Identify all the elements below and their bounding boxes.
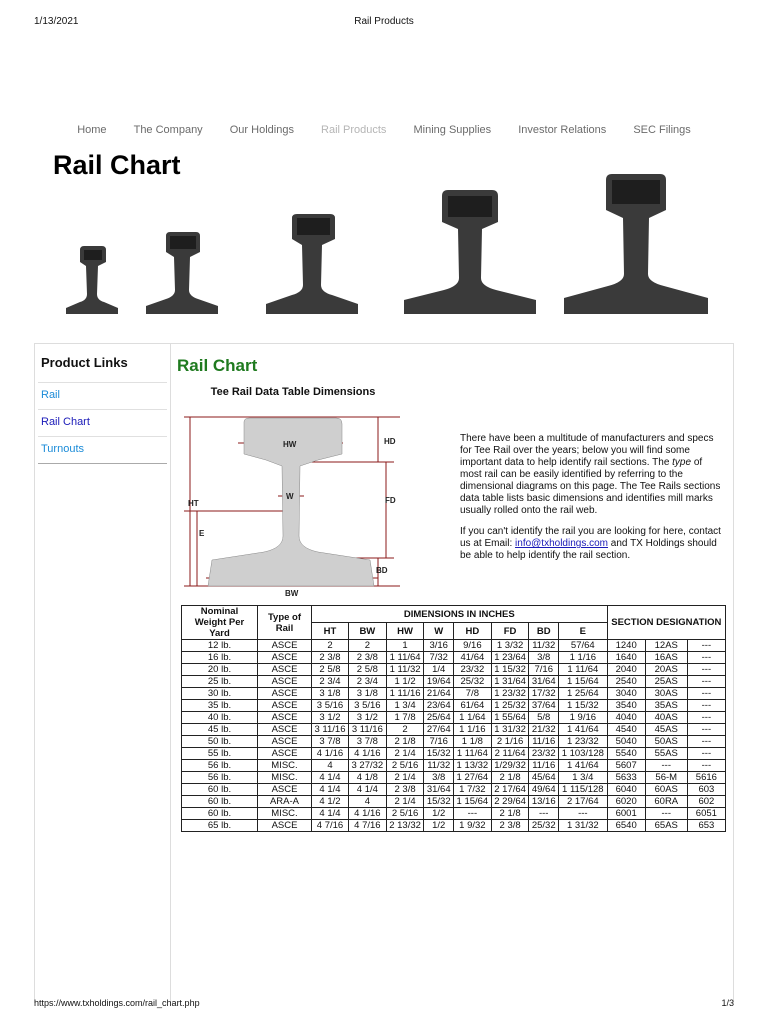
table-cell: 4 1/4 (349, 784, 387, 796)
table-cell: 4 1/4 (312, 808, 349, 820)
table-cell: 2 17/64 (559, 796, 608, 808)
page-number: 1/3 (721, 998, 734, 1008)
table-cell: 4540 (607, 724, 645, 736)
table-cell: 41/64 (454, 652, 492, 664)
header-section-designation: SECTION DESIGNATION (607, 606, 725, 640)
table-row (182, 700, 726, 712)
header-type-of-rail: Type of Rail (258, 606, 312, 640)
table-cell: 3 1/8 (312, 688, 349, 700)
table-cell: --- (687, 736, 725, 748)
banner-title: Rail Chart (53, 150, 181, 180)
table-cell: ASCE (258, 820, 312, 832)
table-cell: 5540 (607, 748, 645, 760)
table-cell: 13/16 (529, 796, 559, 808)
table-cell: 27/64 (424, 724, 454, 736)
table-cell: 1 31/32 (559, 820, 608, 832)
table-row (182, 784, 726, 796)
table-cell: 3/8 (424, 772, 454, 784)
table-cell: 37/64 (529, 700, 559, 712)
table-cell: --- (687, 688, 725, 700)
rail-image-medium (262, 212, 362, 316)
table-cell: 2 5/8 (349, 664, 387, 676)
table-cell: 2 (312, 640, 349, 652)
table-cell: 1/29/32 (491, 760, 529, 772)
table-cell: 3 5/16 (349, 700, 387, 712)
table-row (182, 712, 726, 724)
print-title: Rail Products (354, 16, 414, 27)
table-cell: 30 lb. (182, 688, 258, 700)
table-cell: 3 7/8 (349, 736, 387, 748)
table-cell: 60AS (645, 784, 687, 796)
table-cell: 3 1/2 (349, 712, 387, 724)
table-cell: 49/64 (529, 784, 559, 796)
table-cell: 1 15/32 (491, 664, 529, 676)
table-cell: 1 3/4 (386, 700, 424, 712)
table-cell: 25AS (645, 676, 687, 688)
table-cell: 4 1/4 (312, 772, 349, 784)
table-cell: 1 27/64 (454, 772, 492, 784)
table-cell: 4 7/16 (312, 820, 349, 832)
table-cell: 6040 (607, 784, 645, 796)
table-cell: 2 3/4 (312, 676, 349, 688)
table-cell: 30AS (645, 688, 687, 700)
table-cell: 23/64 (424, 700, 454, 712)
rail-image-xlarge (560, 172, 712, 316)
label-hd: HD (384, 437, 396, 446)
table-cell: 1 31/64 (491, 676, 529, 688)
table-cell: 7/16 (424, 736, 454, 748)
table-cell: 603 (687, 784, 725, 796)
table-cell: 3 1/2 (312, 712, 349, 724)
table-cell: 1 9/32 (454, 820, 492, 832)
table-cell: ASCE (258, 688, 312, 700)
table-cell: 1 103/128 (559, 748, 608, 760)
table-cell: MISC. (258, 760, 312, 772)
table-cell: --- (687, 676, 725, 688)
table-cell: 11/16 (529, 760, 559, 772)
table-row (182, 664, 726, 676)
table-cell: 23/32 (454, 664, 492, 676)
table-cell: ARA-A (258, 796, 312, 808)
table-row (182, 748, 726, 760)
table-cell: 20AS (645, 664, 687, 676)
header-dim-fd: FD (491, 623, 529, 640)
table-cell: ASCE (258, 640, 312, 652)
table-row (182, 676, 726, 688)
table-cell: 1 3/32 (491, 640, 529, 652)
table-cell: 1640 (607, 652, 645, 664)
table-cell: 1 1/2 (386, 676, 424, 688)
table-cell: 1 3/4 (559, 772, 608, 784)
table-cell: 25/32 (454, 676, 492, 688)
table-row (182, 772, 726, 784)
table-row (182, 796, 726, 808)
table-cell: 1 11/64 (454, 748, 492, 760)
table-cell: 2540 (607, 676, 645, 688)
label-hw: HW (283, 440, 297, 449)
table-cell: --- (454, 808, 492, 820)
nav-sec-filings[interactable]: SEC Filings (633, 124, 691, 136)
table-cell: 5040 (607, 736, 645, 748)
table-cell: 1 11/32 (386, 664, 424, 676)
email-link[interactable]: info@txholdings.com (515, 538, 609, 549)
table-cell: --- (559, 808, 608, 820)
table-cell: 65AS (645, 820, 687, 832)
table-cell: 2 5/16 (386, 760, 424, 772)
table-cell: 7/8 (454, 688, 492, 700)
table-cell: 6051 (687, 808, 725, 820)
table-cell: 2 3/8 (312, 652, 349, 664)
table-cell: 1 1/8 (454, 736, 492, 748)
table-cell: 4 1/16 (349, 748, 387, 760)
table-cell: 4 (312, 760, 349, 772)
table-cell: 35AS (645, 700, 687, 712)
table-cell: 35 lb. (182, 700, 258, 712)
label-w: W (286, 492, 294, 501)
table-cell: 56 lb. (182, 760, 258, 772)
table-row (182, 760, 726, 772)
table-cell: --- (645, 760, 687, 772)
table-cell: 2 5/16 (386, 808, 424, 820)
table-cell: 65 lb. (182, 820, 258, 832)
table-cell: 3 11/16 (349, 724, 387, 736)
nav-our-holdings[interactable]: Our Holdings (229, 124, 294, 136)
table-cell: 4 1/16 (312, 748, 349, 760)
table-cell: 31/64 (529, 676, 559, 688)
table-cell: 6001 (607, 808, 645, 820)
rail-image-small (62, 244, 122, 316)
table-cell: 12AS (645, 640, 687, 652)
table-row (182, 688, 726, 700)
table-cell: 25/64 (424, 712, 454, 724)
table-cell: 4040 (607, 712, 645, 724)
table-cell: 1 1/16 (454, 724, 492, 736)
table-cell: 61/64 (454, 700, 492, 712)
table-cell: 1 7/8 (386, 712, 424, 724)
table-cell: 2 1/16 (491, 736, 529, 748)
table-cell: 2 29/64 (491, 796, 529, 808)
table-cell: 1 11/64 (559, 664, 608, 676)
table-cell: 2 3/8 (386, 784, 424, 796)
table-cell: 5633 (607, 772, 645, 784)
label-ht: HT (188, 499, 199, 508)
table-cell: --- (687, 640, 725, 652)
main-title: Rail Chart (177, 356, 258, 375)
table-cell: 2 (386, 724, 424, 736)
table-cell: 6540 (607, 820, 645, 832)
table-cell: 3 7/8 (312, 736, 349, 748)
diagram-title: Tee Rail Data Table Dimensions (210, 386, 376, 398)
nav-rail-products[interactable]: Rail Products (321, 124, 387, 136)
table-cell: 60 lb. (182, 784, 258, 796)
nav-mining-supplies[interactable]: Mining Supplies (413, 124, 492, 136)
table-cell: 1 41/64 (559, 724, 608, 736)
table-cell: 3/8 (529, 652, 559, 664)
table-cell: 1 23/32 (491, 688, 529, 700)
table-cell: 16AS (645, 652, 687, 664)
table-cell: --- (687, 748, 725, 760)
table-cell: 17/32 (529, 688, 559, 700)
table-cell: --- (529, 808, 559, 820)
table-cell: 40AS (645, 712, 687, 724)
table-cell: MISC. (258, 808, 312, 820)
header-dim-ht: HT (312, 623, 349, 640)
table-cell: --- (687, 664, 725, 676)
table-cell: 1 (386, 640, 424, 652)
table-cell: 653 (687, 820, 725, 832)
table-cell: --- (687, 712, 725, 724)
table-cell: 1 23/32 (559, 736, 608, 748)
table-cell: 1 115/128 (559, 784, 608, 796)
rail-dimension-diagram (178, 386, 408, 604)
table-cell: 21/32 (529, 724, 559, 736)
table-cell: 4 1/8 (349, 772, 387, 784)
sidebar-link-turnouts[interactable]: Turnouts (38, 437, 167, 464)
table-cell: ASCE (258, 712, 312, 724)
table-cell: 2 1/8 (491, 772, 529, 784)
label-fd: FD (385, 496, 396, 505)
table-cell: 3540 (607, 700, 645, 712)
table-cell: 4 1/4 (312, 784, 349, 796)
table-row (182, 820, 726, 832)
table-cell: 1240 (607, 640, 645, 652)
table-cell: 9/16 (454, 640, 492, 652)
description-paragraph-2: If you can't identify the rail you are looking for here, contact us at Email: info@txholdings.com and TX Holdings should be able to help identify the rail section. (460, 526, 721, 561)
table-row (182, 652, 726, 664)
table-cell: 25 lb. (182, 676, 258, 688)
table-cell: 1/2 (424, 820, 454, 832)
table-cell: 4 7/16 (349, 820, 387, 832)
rail-table-body (182, 640, 726, 832)
table-cell: 1 23/64 (491, 652, 529, 664)
table-cell: 56-M (645, 772, 687, 784)
rail-image-medium-small (142, 230, 222, 316)
table-cell: 1 13/32 (454, 760, 492, 772)
table-cell: 15/32 (424, 748, 454, 760)
table-cell: 5616 (687, 772, 725, 784)
rail-banner-image (50, 156, 720, 316)
label-bw: BW (285, 589, 299, 598)
table-cell: 1 25/64 (559, 688, 608, 700)
table-cell: 1 15/64 (559, 676, 608, 688)
table-cell: 21/64 (424, 688, 454, 700)
table-cell: 7/16 (529, 664, 559, 676)
table-cell: 16 lb. (182, 652, 258, 664)
top-nav (0, 124, 768, 136)
table-cell: 25/32 (529, 820, 559, 832)
table-cell: 31/64 (424, 784, 454, 796)
table-cell: 2 3/8 (491, 820, 529, 832)
table-cell: 1/2 (424, 808, 454, 820)
table-cell: 45AS (645, 724, 687, 736)
header-dim-bd: BD (529, 623, 559, 640)
table-cell: 55AS (645, 748, 687, 760)
print-date: 1/13/2021 (34, 16, 79, 27)
description (460, 433, 722, 571)
nav-home[interactable]: Home (77, 124, 107, 136)
table-cell: 19/64 (424, 676, 454, 688)
table-cell: 40 lb. (182, 712, 258, 724)
table-cell: --- (687, 760, 725, 772)
table-cell: 3 5/16 (312, 700, 349, 712)
table-cell: 1 25/32 (491, 700, 529, 712)
table-cell: 55 lb. (182, 748, 258, 760)
header-nominal-weight: Nominal Weight Per Yard (182, 606, 258, 640)
table-cell: 3 1/8 (349, 688, 387, 700)
table-cell: 3 11/16 (312, 724, 349, 736)
table-cell: 2 11/64 (491, 748, 529, 760)
table-cell: 45/64 (529, 772, 559, 784)
table-cell: 2 1/4 (386, 796, 424, 808)
table-cell: 11/32 (529, 640, 559, 652)
table-cell: 5607 (607, 760, 645, 772)
table-cell: 6020 (607, 796, 645, 808)
table-cell: --- (687, 724, 725, 736)
nav-investor-relations[interactable]: Investor Relations (518, 124, 607, 136)
sidebar-link-rail-chart[interactable]: Rail Chart (38, 410, 167, 437)
table-cell: 1 9/16 (559, 712, 608, 724)
table-cell: ASCE (258, 736, 312, 748)
label-bd: BD (376, 566, 388, 575)
sidebar (38, 350, 167, 464)
table-cell: 2 17/64 (491, 784, 529, 796)
table-cell: 60RA (645, 796, 687, 808)
description-paragraph-1: There have been a multitude of manufacturers and specs for Tee Rail over the years; below you will find some important data to help identify rail sections. The type of most rail can be easily identified by referring to the dimensional diagrams on this page. The Tee Rails sections data table lists basic dimensions and identifies mill marks usually rolled onto the rail web. (460, 433, 721, 516)
header-dim-e: E (559, 623, 608, 640)
sidebar-divider (170, 343, 171, 1003)
table-cell: 7/32 (424, 652, 454, 664)
table-cell: 11/32 (424, 760, 454, 772)
table-cell: 2 1/4 (386, 772, 424, 784)
table-cell: 12 lb. (182, 640, 258, 652)
table-cell: 602 (687, 796, 725, 808)
table-cell: 4 1/16 (349, 808, 387, 820)
table-row (182, 724, 726, 736)
table-cell: 57/64 (559, 640, 608, 652)
table-row (182, 640, 726, 652)
table-cell: 3/16 (424, 640, 454, 652)
table-cell: ASCE (258, 748, 312, 760)
table-cell: 15/32 (424, 796, 454, 808)
table-cell: 1 55/64 (491, 712, 529, 724)
table-cell: 1 41/64 (559, 760, 608, 772)
table-cell: ASCE (258, 664, 312, 676)
sidebar-link-rail[interactable]: Rail (38, 383, 167, 410)
table-cell: 1 15/32 (559, 700, 608, 712)
table-cell: --- (645, 808, 687, 820)
nav-the-company[interactable]: The Company (133, 124, 203, 136)
table-cell: 2 1/4 (386, 748, 424, 760)
rail-image-large (400, 188, 540, 316)
table-row (182, 808, 726, 820)
table-cell: ASCE (258, 784, 312, 796)
table-row (182, 736, 726, 748)
table-cell: ASCE (258, 700, 312, 712)
label-e: E (199, 529, 205, 538)
table-cell: 1 7/32 (454, 784, 492, 796)
table-cell: 2040 (607, 664, 645, 676)
sidebar-heading: Product Links (38, 350, 167, 383)
table-cell: 11/16 (529, 736, 559, 748)
table-cell: --- (687, 652, 725, 664)
table-cell: 50 lb. (182, 736, 258, 748)
table-cell: 1/4 (424, 664, 454, 676)
header-dim-w: W (424, 623, 454, 640)
table-cell: 56 lb. (182, 772, 258, 784)
table-cell: 4 (349, 796, 387, 808)
table-cell: --- (687, 700, 725, 712)
table-cell: ASCE (258, 724, 312, 736)
table-cell: ASCE (258, 676, 312, 688)
header-dimensions: DIMENSIONS IN INCHES (312, 606, 608, 623)
table-cell: 2 1/8 (491, 808, 529, 820)
print-url: https://www.txholdings.com/rail_chart.php (34, 998, 200, 1008)
table-cell: 2 (349, 640, 387, 652)
header-dim-bw: BW (349, 623, 387, 640)
table-cell: 2 5/8 (312, 664, 349, 676)
table-cell: 20 lb. (182, 664, 258, 676)
table-cell: 3040 (607, 688, 645, 700)
table-cell: 1 1/16 (559, 652, 608, 664)
table-cell: 60 lb. (182, 808, 258, 820)
table-cell: 1 15/64 (454, 796, 492, 808)
table-cell: 1 11/64 (386, 652, 424, 664)
table-cell: 2 13/32 (386, 820, 424, 832)
table-cell: 1 31/32 (491, 724, 529, 736)
table-cell: 1 1/64 (454, 712, 492, 724)
table-cell: 60 lb. (182, 796, 258, 808)
table-cell: 23/32 (529, 748, 559, 760)
rail-data-table (181, 605, 726, 832)
table-cell: 45 lb. (182, 724, 258, 736)
table-cell: 2 3/8 (349, 652, 387, 664)
table-cell: 50AS (645, 736, 687, 748)
table-cell: 3 27/32 (349, 760, 387, 772)
table-cell: ASCE (258, 652, 312, 664)
table-cell: MISC. (258, 772, 312, 784)
table-cell: 2 1/8 (386, 736, 424, 748)
table-cell: 1 11/16 (386, 688, 424, 700)
rail-cross-section (178, 386, 408, 604)
header-dim-hd: HD (454, 623, 492, 640)
table-cell: 2 3/4 (349, 676, 387, 688)
table-cell: 4 1/2 (312, 796, 349, 808)
header-dim-hw: HW (386, 623, 424, 640)
table-cell: 5/8 (529, 712, 559, 724)
